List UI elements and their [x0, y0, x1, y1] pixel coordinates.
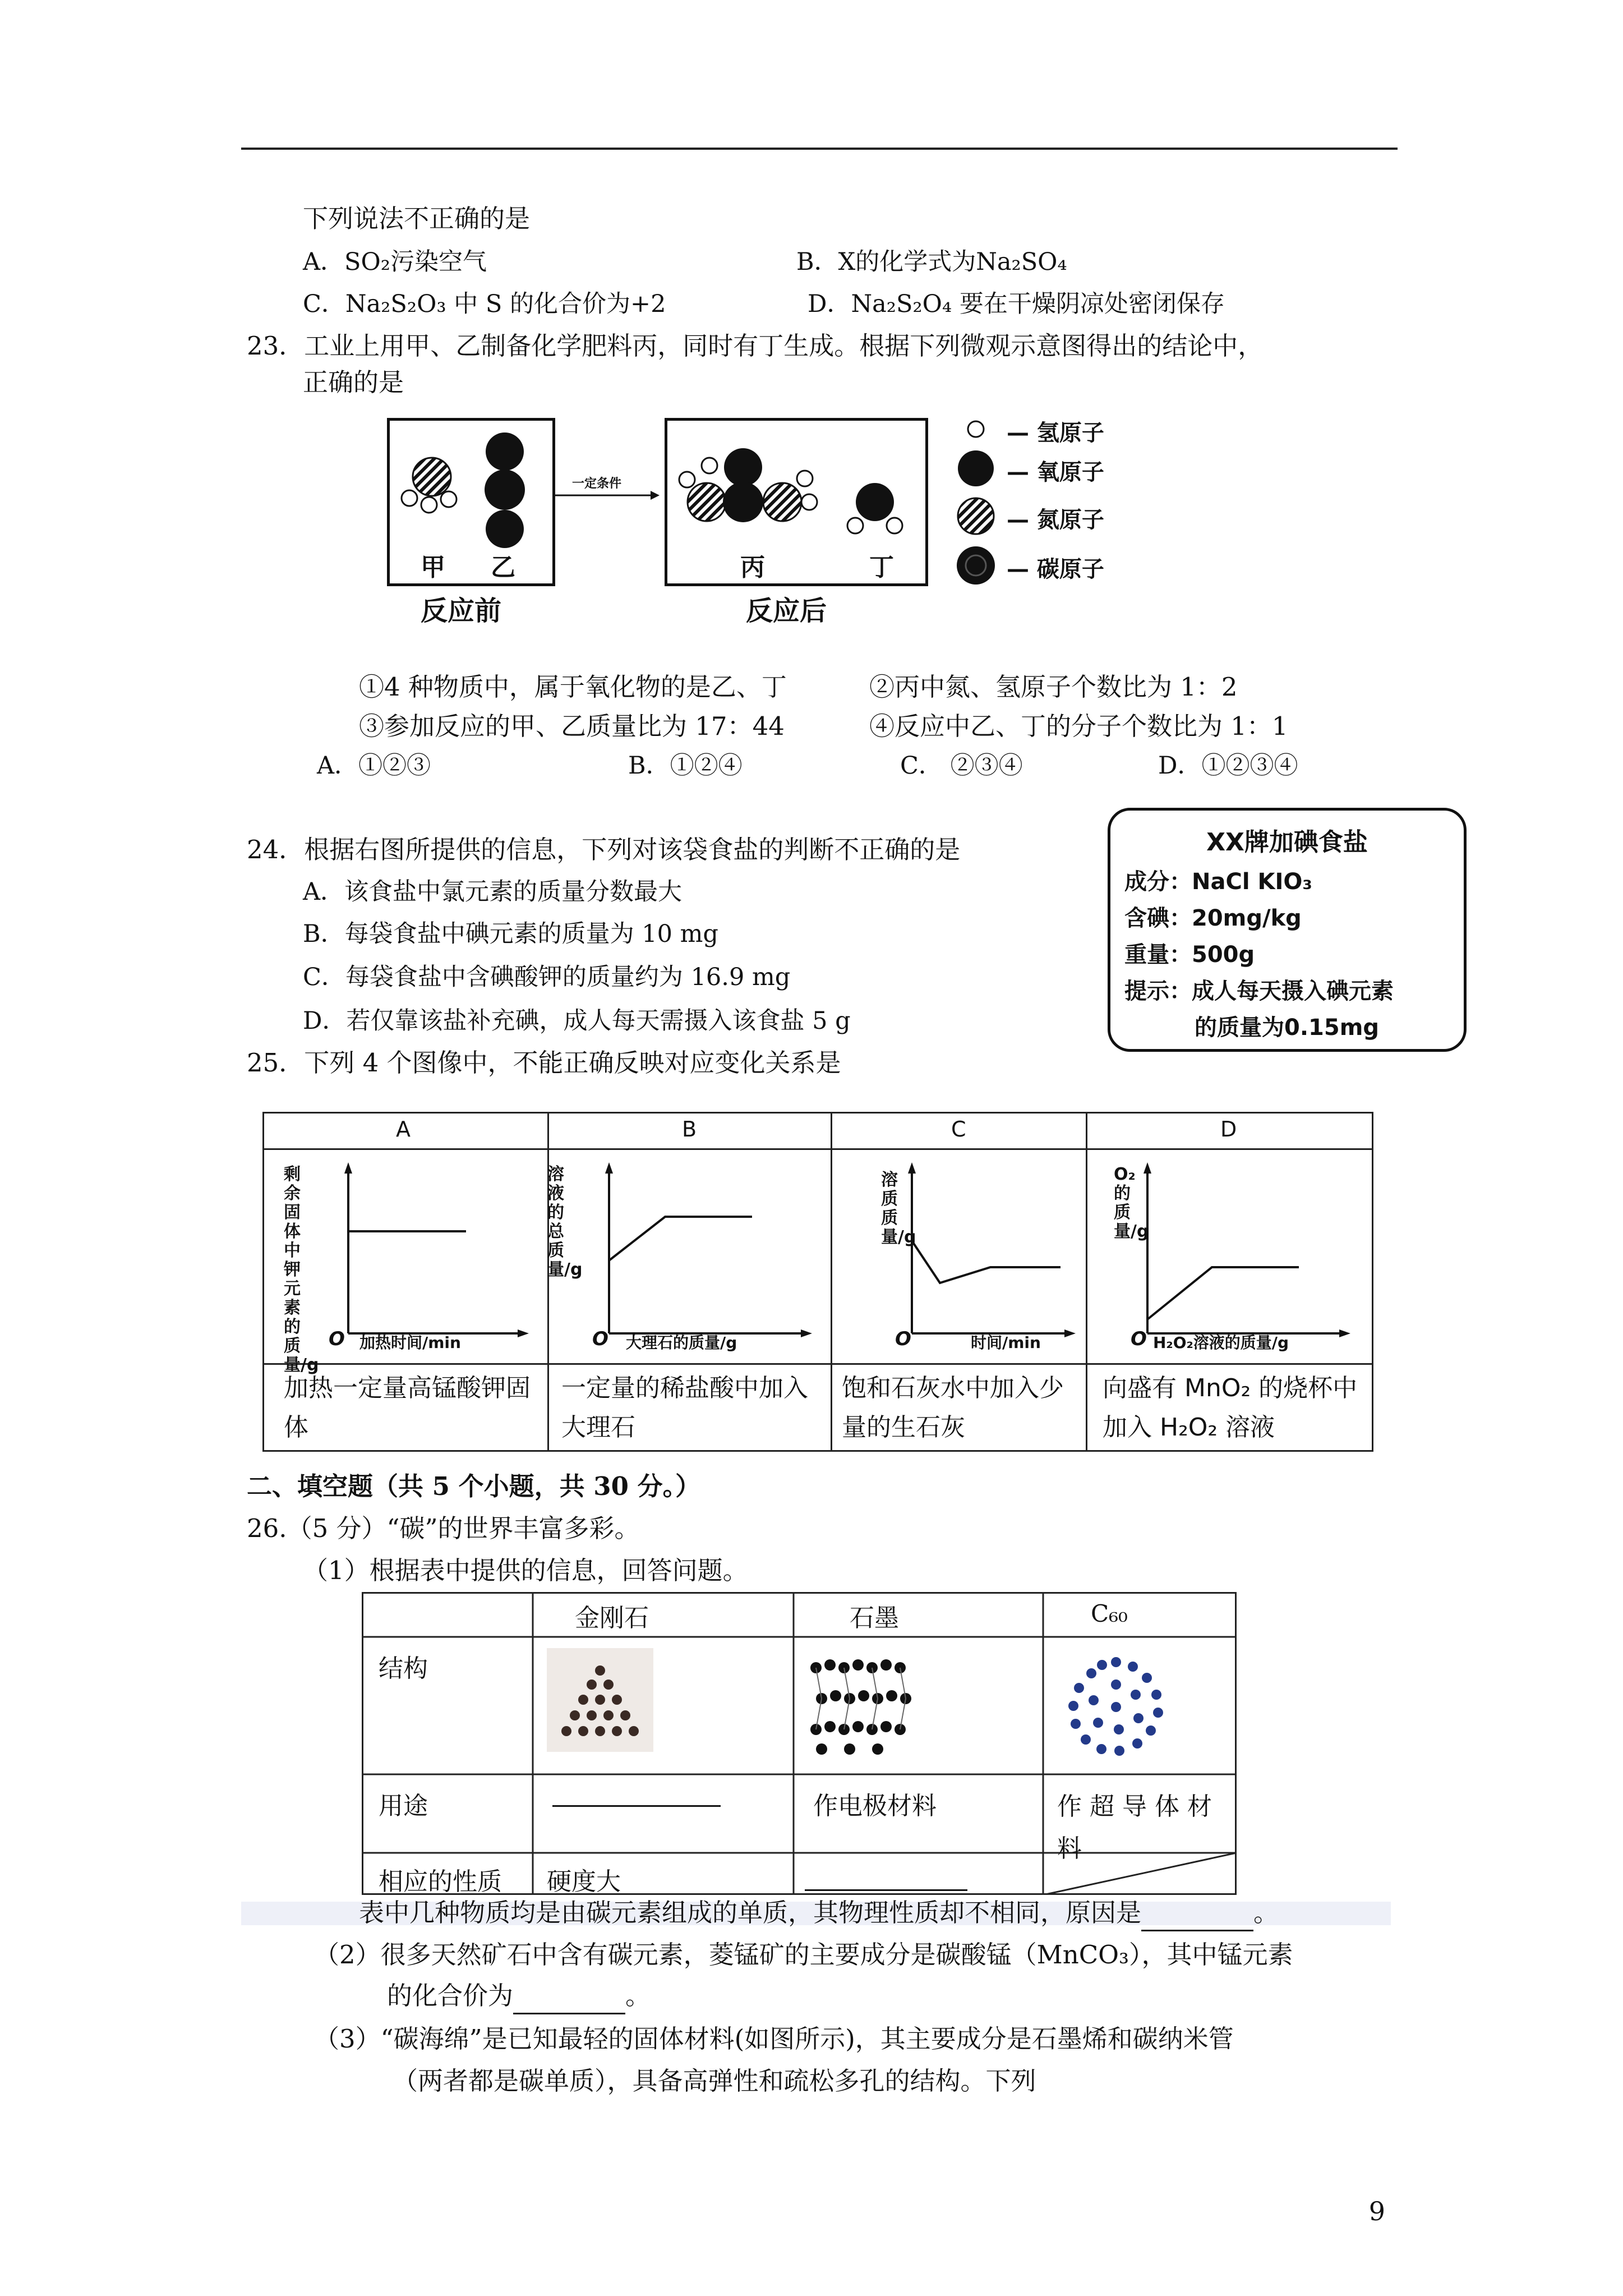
- legend-atoms: [953, 415, 1004, 600]
- graph-b: [547, 1148, 831, 1363]
- col-c60: C₆₀: [1091, 1600, 1128, 1627]
- q22-option-a: A．SO₂污染空气: [303, 248, 487, 276]
- legend-nitrogen: — 氮原子: [1007, 507, 1104, 533]
- salt-label-iodine: 含碘：20mg/kg: [1124, 905, 1302, 931]
- q23-stem-line1: 23．工业上用甲、乙制备化学肥料丙，同时有丁生成。根据下列微观示意图得出的结论中，: [247, 331, 1264, 361]
- page-number: 9: [1368, 2196, 1385, 2226]
- blank-valence[interactable]: [513, 1979, 625, 2014]
- q23-option-b: B．①②④: [628, 752, 743, 780]
- hydrogen-atom: [441, 491, 457, 507]
- q25-header-d: D: [1220, 1117, 1237, 1142]
- diamond-structure-image: [547, 1648, 659, 1760]
- graph-d-origin: O: [1131, 1328, 1147, 1350]
- hydrogen-atom: [801, 494, 817, 510]
- graph-c-ylabel: 溶质质量/g: [881, 1170, 916, 1247]
- hydrogen-atom: [887, 518, 902, 533]
- oxygen-atom-icon: [958, 450, 994, 486]
- salt-label: [1108, 808, 1467, 1052]
- graph-b-ylabel: 溶液的总质量/g: [547, 1165, 583, 1280]
- q23-option-a: A．①②③: [317, 752, 431, 780]
- row-property: 相应的性质: [379, 1867, 502, 1896]
- diamond-property: 硬度大: [547, 1867, 621, 1896]
- nitrogen-atom: [763, 483, 801, 521]
- q26-part3-line1: （3）“碳海绵”是已知最轻的固体材料(如图所示)，其主要成分是石墨烯和碳纳米管: [314, 2024, 1234, 2054]
- q25-stem: 25．下列 4 个图像中，不能正确反映对应变化关系是: [247, 1048, 841, 1078]
- q25-graph-table: [262, 1112, 1373, 1452]
- section-2-heading: 二、填空题（共 5 个小题，共 30 分。）: [247, 1471, 701, 1501]
- graph-c-caption: 饱和石灰水中加入少量的生石灰: [842, 1374, 1064, 1442]
- q26-after-table: 表中几种物质均是由碳元素组成的单质，其物理性质却不相同，原因是 。: [359, 1896, 1279, 1931]
- q26-part3-line2: （两者都是碳单质），具备高弹性和疏松多孔的结构。下列: [393, 2066, 1036, 2096]
- before-molecules: [387, 418, 555, 586]
- q23-statement-3: ③参加反应的甲、乙质量比为 17：44: [359, 711, 785, 741]
- nitrogen-atom: [413, 458, 451, 496]
- label-yi: 乙: [491, 553, 515, 582]
- graph-d: [1086, 1148, 1372, 1363]
- q26-part2-line2: 的化合价为 。: [387, 1979, 651, 2014]
- q24-option-a: A．该食盐中氯元素的质量分数最大: [303, 878, 683, 906]
- graph-c-origin: O: [895, 1328, 911, 1350]
- salt-label-weight: 重量：500g: [1124, 942, 1255, 968]
- q24-option-d: D．若仅靠该盐补充碘，成人每天需摄入该食盐 5 g: [303, 1007, 851, 1035]
- legend-oxygen: — 氧原子: [1007, 459, 1104, 485]
- q22-stem: 下列说法不正确的是: [303, 204, 531, 233]
- blank-reason[interactable]: [1141, 1896, 1253, 1931]
- oxygen-atom: [724, 448, 762, 486]
- label-jia: 甲: [421, 553, 445, 582]
- q23-option-c: C． ②③④: [900, 752, 1023, 780]
- after-caption: 反应后: [746, 595, 827, 627]
- c60-structure-image: [1060, 1651, 1172, 1763]
- atom-legend: [953, 415, 1166, 600]
- q24-option-b: B．每袋食盐中碘元素的质量为 10 mg: [303, 920, 718, 948]
- salt-label-ingredients: 成分：NaCl KIO₃: [1124, 869, 1312, 895]
- hydrogen-atom: [702, 458, 717, 473]
- carbon-atom: [485, 470, 525, 510]
- q26-part1: （1）根据表中提供的信息，回答问题。: [303, 1556, 748, 1585]
- graph-c: [831, 1148, 1086, 1363]
- hydrogen-atom: [421, 497, 437, 513]
- hydrogen-atom: [402, 490, 417, 506]
- q23-statement-2: ②丙中氮、氢原子个数比为 1：2: [869, 672, 1238, 702]
- col-diamond: 金刚石: [575, 1604, 649, 1632]
- before-caption: 反应前: [421, 595, 502, 627]
- graph-d-xlabel: H₂O₂溶液的质量/g: [1153, 1333, 1289, 1352]
- hydrogen-atom: [797, 471, 813, 486]
- label-bing: 丙: [740, 553, 765, 582]
- arrow-label: 一定条件: [572, 477, 622, 491]
- graph-c-xlabel: 时间/min: [971, 1333, 1041, 1352]
- q22-option-d: D．Na₂S₂O₄ 要在干燥阴凉处密闭保存: [808, 290, 1225, 318]
- header-rule: [241, 148, 1398, 150]
- q25-header-b: B: [682, 1117, 697, 1142]
- carbon-table: [362, 1592, 1237, 1895]
- q26-part2-line1: （2）很多天然矿石中含有碳元素，菱锰矿的主要成分是碳酸锰（MnCO₃），其中锰元素: [314, 1940, 1293, 1970]
- graph-d-caption: 向盛有 MnO₂ 的烧杯中加入 H₂O₂ 溶液: [1103, 1374, 1358, 1442]
- q24-stem: 24．根据右图所提供的信息，下列对该袋食盐的判断不正确的是: [247, 835, 961, 864]
- q23-statement-4: ④反应中乙、丁的分子个数比为 1：1: [869, 711, 1288, 741]
- oxygen-atom: [486, 510, 524, 548]
- c60-use: 作超导体材料: [1057, 1792, 1220, 1863]
- carbon-atom: [723, 482, 763, 522]
- graph-a-ylabel: 剩余固体中钾元素的质量/g: [284, 1165, 319, 1375]
- graphite-use: 作电极材料: [813, 1792, 937, 1820]
- graph-d-ylabel: O₂的质量/g: [1114, 1165, 1149, 1241]
- graph-b-caption: 一定量的稀盐酸中加入大理石: [561, 1374, 808, 1442]
- q23-option-d: D．①②③④: [1158, 752, 1298, 780]
- graphite-structure-image: [805, 1657, 917, 1757]
- graph-b-origin: O: [592, 1328, 608, 1350]
- nitrogen-atom-icon: [958, 498, 994, 534]
- q23-statement-1: ①4 种物质中，属于氧化物的是乙、丁: [359, 672, 787, 702]
- graph-a: [264, 1148, 547, 1375]
- q26-stem: 26.（5 分）“碳”的世界丰富多彩。: [247, 1513, 640, 1543]
- oxygen-atom: [486, 432, 524, 471]
- q24-option-c: C．每袋食盐中含碘酸钾的质量约为 16.9 mg: [303, 963, 791, 991]
- q23-stem-line2: 正确的是: [303, 367, 404, 397]
- graph-a-caption: 加热一定量高锰酸钾固体: [284, 1374, 531, 1442]
- carbon-atom-icon: [957, 546, 995, 585]
- nitrogen-atom: [688, 483, 726, 521]
- graph-a-origin: O: [329, 1328, 345, 1350]
- legend-hydrogen: — 氢原子: [1007, 420, 1104, 446]
- q25-header-c: C: [951, 1117, 966, 1142]
- q25-header-a: A: [396, 1117, 411, 1142]
- graph-b-xlabel: 大理石的质量/g: [626, 1333, 737, 1352]
- label-ding: 丁: [869, 553, 894, 582]
- graph-a-xlabel: 加热时间/min: [359, 1333, 461, 1352]
- blank-diamond-use[interactable]: [552, 1805, 721, 1807]
- reaction-diagram: [387, 418, 959, 631]
- hydrogen-atom: [679, 472, 695, 487]
- hydrogen-atom-icon: [968, 421, 984, 437]
- q22-option-b: B．X的化学式为Na₂SO₄: [796, 248, 1067, 276]
- oxygen-atom: [856, 483, 894, 521]
- row-use: 用途: [379, 1792, 428, 1820]
- row-structure: 结构: [379, 1654, 428, 1683]
- blank-graphite-property[interactable]: [805, 1889, 967, 1891]
- col-graphite: 石墨: [850, 1604, 899, 1632]
- hydrogen-atom: [847, 518, 863, 533]
- graph-c-plot: [831, 1148, 1086, 1363]
- q22-option-c: C．Na₂S₂O₃ 中 S 的化合价为+2: [303, 290, 666, 318]
- salt-label-tip-2: 的质量为0.15mg: [1195, 1015, 1380, 1041]
- legend-carbon: — 碳原子: [1007, 556, 1104, 582]
- salt-label-tip: 提示：成人每天摄入碘元素: [1124, 978, 1394, 1004]
- salt-label-title: XX牌加碘食盐: [1206, 828, 1368, 857]
